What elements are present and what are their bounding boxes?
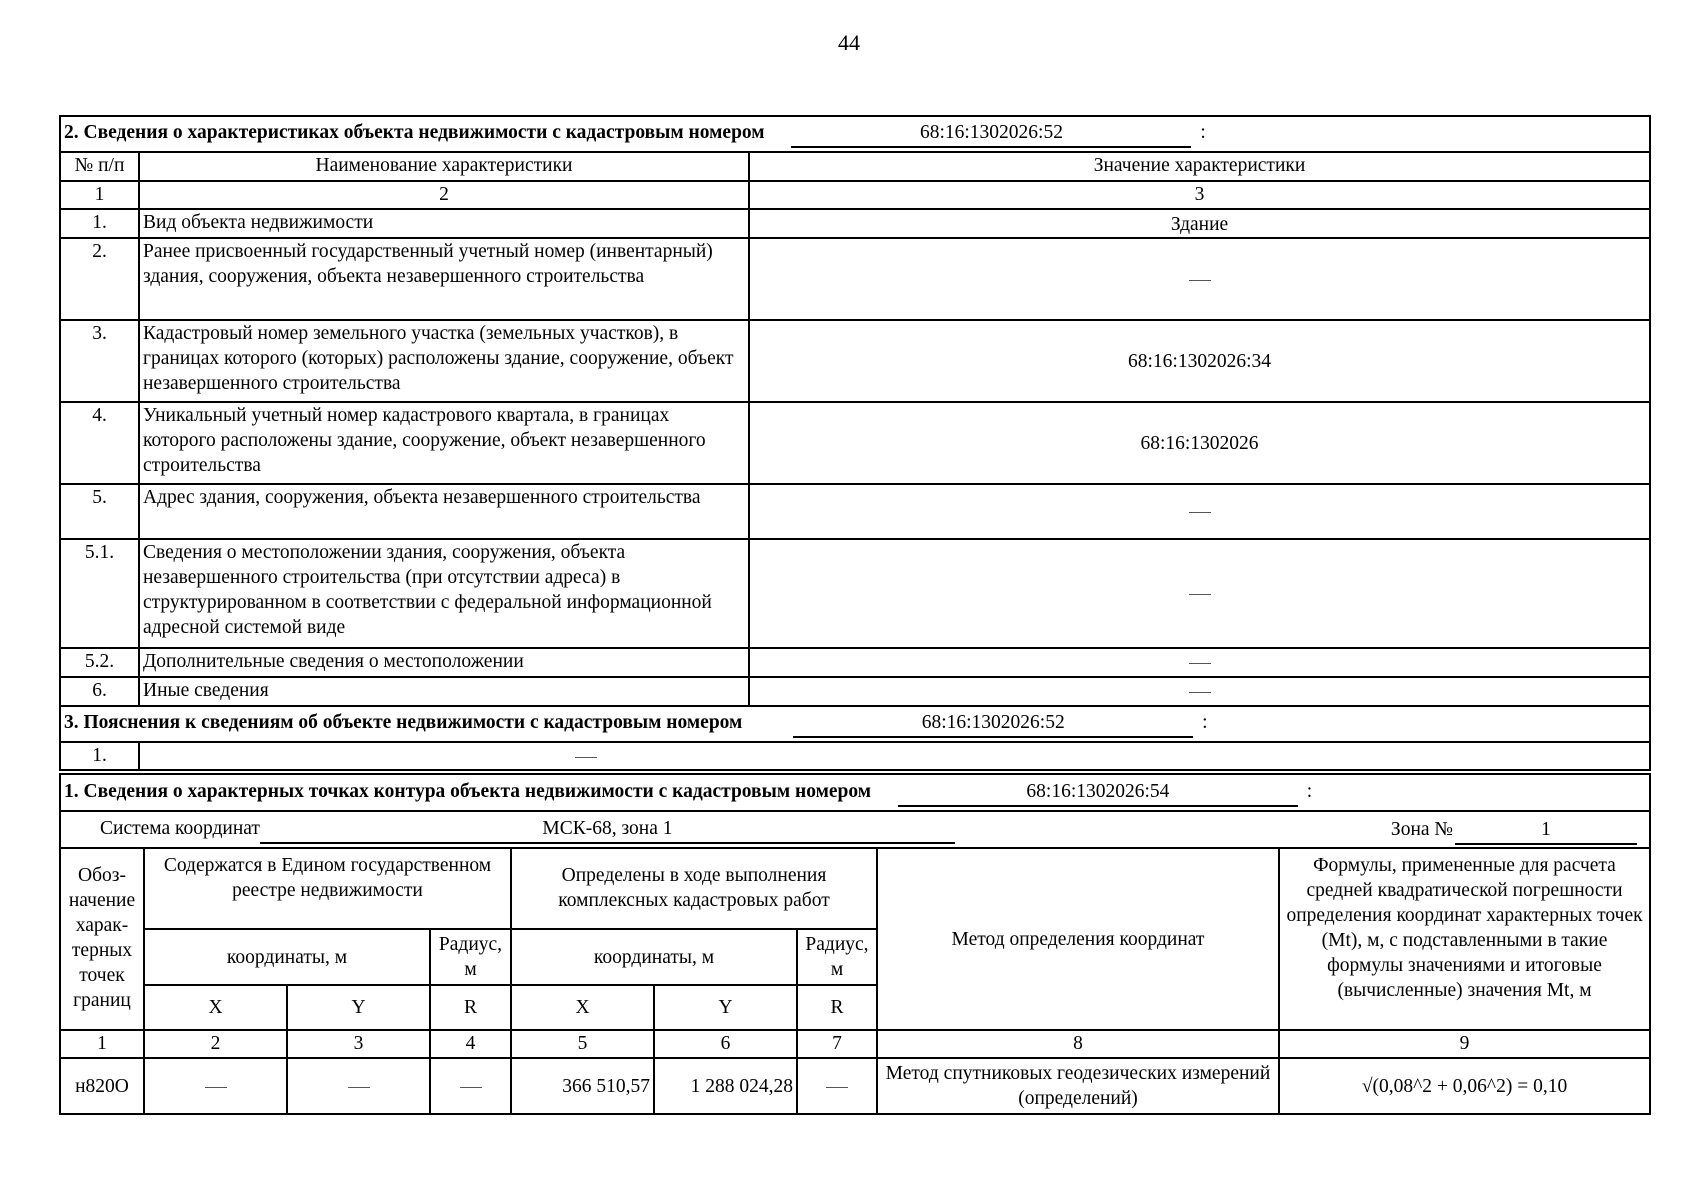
colnum-3: 3 — [749, 181, 1650, 209]
row-name: Вид объекта недвижимости — [139, 209, 749, 238]
colnum-1: 1 — [60, 181, 139, 209]
section1-block — [59, 773, 1649, 1115]
axis-x: X — [144, 985, 287, 1030]
section2-table — [59, 115, 1651, 771]
table-row — [60, 209, 1650, 238]
section1-table — [59, 773, 1651, 1115]
section2-block — [59, 115, 1649, 771]
axis-r: R — [430, 985, 511, 1030]
colnum-7: 7 — [797, 1030, 877, 1058]
colnum-3: 3 — [287, 1030, 430, 1058]
row-value — [749, 484, 1650, 539]
row-value — [749, 238, 1650, 320]
section2-title: 2. Сведения о характеристиках объекта недвижимости с кадастровым номером — [64, 122, 765, 143]
header-complex: Определены в ходе выполнения комплексных кадастровых работ — [511, 848, 877, 929]
section3-title-row — [60, 706, 1650, 742]
row-value: Здание — [749, 209, 1650, 238]
row-name: Ранее присвоенный государственный учетный номер (инвентарный) здания, сооружения, объекта незавершенного строительства — [139, 238, 749, 320]
page-number: 44 — [838, 30, 860, 55]
point-x: 366 510,57 — [511, 1058, 654, 1114]
header-value: Значение характеристики — [749, 152, 1650, 181]
dash-mark — [1189, 692, 1211, 693]
point-egrn-x — [144, 1058, 287, 1114]
point-egrn-r — [430, 1058, 511, 1114]
row-value: 68:16:1302026:34 — [749, 320, 1650, 402]
section3-title: 3. Пояснения к сведениям об объекте недвижимости с кадастровым номером — [64, 712, 743, 733]
row-num: 1. — [60, 209, 139, 238]
dash-mark — [1189, 594, 1211, 595]
dash-mark — [348, 1087, 370, 1088]
axis-r: R — [797, 985, 877, 1030]
colnum-8: 8 — [877, 1030, 1279, 1058]
section1-colon: : — [1306, 780, 1313, 802]
row-value — [749, 539, 1650, 648]
coord-system-label: Система координат — [100, 817, 260, 839]
row-name: Кадастровый номер земельного участка (земельных участков), в границах которого (которых) расположены здание, сооружение, объект незавершенного строительства — [139, 320, 749, 402]
dash-mark — [1189, 663, 1211, 664]
point-method: Метод спутниковых геодезических измерений (определений) — [877, 1058, 1279, 1114]
row-num: 6. — [60, 677, 139, 706]
row-name: Адрес здания, сооружения, объекта незавершенного строительства — [139, 484, 749, 539]
table-row — [60, 539, 1650, 648]
row-name: Иные сведения — [139, 677, 749, 706]
colnum-4: 4 — [430, 1030, 511, 1058]
table-row — [60, 648, 1650, 677]
header-method: Метод определения координат — [877, 848, 1279, 1030]
row-num: 5. — [60, 484, 139, 539]
row-value — [749, 648, 1650, 677]
row-num: 2. — [60, 238, 139, 320]
header-designation: Обоз-начение харак-терных точек границ — [60, 848, 144, 1030]
header-complex-coords: координаты, м — [511, 929, 797, 985]
row-name: Дополнительные сведения о местоположении — [139, 648, 749, 677]
header-num: № п/п — [60, 152, 139, 181]
table-row — [60, 402, 1650, 484]
dash-mark — [205, 1087, 227, 1088]
dash-mark — [460, 1087, 482, 1088]
colnum-9: 9 — [1279, 1030, 1650, 1058]
axis-y: Y — [287, 985, 430, 1030]
header-name: Наименование характеристики — [139, 152, 749, 181]
point-egrn-y — [287, 1058, 430, 1114]
dash-mark — [1189, 512, 1211, 513]
point-name: н820О — [60, 1058, 144, 1114]
point-y: 1 288 024,28 — [654, 1058, 797, 1114]
table-row — [60, 677, 1650, 706]
table-row — [60, 484, 1650, 539]
header-formula: Формулы, примененные для расчета средней квадратической погрешности определения координат характерных точек (Mt), м, с подставленными в такие формулы значениями и итоговые (вычисленные) значения Mt, м — [1279, 848, 1650, 1030]
row-num: 5.2. — [60, 648, 139, 677]
header-egrn: Содержатся в Едином государственном реестре недвижимости — [144, 848, 511, 929]
section3-colon: : — [1202, 712, 1208, 733]
row-num: 4. — [60, 402, 139, 484]
zone-label: Зона № — [1390, 819, 1454, 840]
header-egrn-radius: Радиус, м — [430, 929, 511, 985]
row-value — [139, 742, 1650, 770]
colnum-1: 1 — [60, 1030, 144, 1058]
coord-system-value: МСК-68, зона 1 — [260, 816, 955, 844]
header-complex-radius: Радиус, м — [797, 929, 877, 985]
colnum-6: 6 — [654, 1030, 797, 1058]
colnum-5: 5 — [511, 1030, 654, 1058]
colnum-2: 2 — [139, 181, 749, 209]
row-num: 3. — [60, 320, 139, 402]
section3-cadastral-number: 68:16:1302026:52 — [793, 710, 1193, 738]
row-value: 68:16:1302026 — [749, 402, 1650, 484]
table-row — [60, 320, 1650, 402]
row-num: 5.1. — [60, 539, 139, 648]
table-row — [60, 238, 1650, 320]
row-value — [749, 677, 1650, 706]
row-name: Уникальный учетный номер кадастрового квартала, в границах которого расположены здание, сооружение, объект незавершенного строительства — [139, 402, 749, 484]
section1-title-row — [60, 774, 1650, 811]
axis-y: Y — [654, 985, 797, 1030]
section2-title-row — [60, 116, 1650, 152]
header-egrn-coords: координаты, м — [144, 929, 430, 985]
colnum-2: 2 — [144, 1030, 287, 1058]
point-r — [797, 1058, 877, 1114]
axis-x: X — [511, 985, 654, 1030]
coord-system-row — [60, 811, 1650, 848]
zone-value: 1 — [1455, 817, 1637, 845]
section1-cadastral-number: 68:16:1302026:54 — [898, 779, 1298, 807]
table-row — [60, 742, 1650, 770]
dash-mark — [826, 1087, 848, 1088]
point-formula: √(0,08^2 + 0,06^2) = 0,10 — [1279, 1058, 1650, 1114]
dash-mark — [1189, 280, 1211, 281]
section2-colon: : — [1200, 122, 1206, 143]
row-name: Сведения о местоположении здания, сооружения, объекта незавершенного строительства (при отсутствии адреса) в структурированном в соответствии с федеральной информационной адресной системой виде — [139, 539, 749, 648]
table-row — [60, 1058, 1650, 1114]
dash-mark — [575, 757, 597, 758]
section1-title: 1. Сведения о характерных точках контура объекта недвижимости с кадастровым номером — [64, 780, 872, 802]
row-num: 1. — [60, 742, 139, 770]
section2-cadastral-number: 68:16:1302026:52 — [791, 120, 1191, 148]
